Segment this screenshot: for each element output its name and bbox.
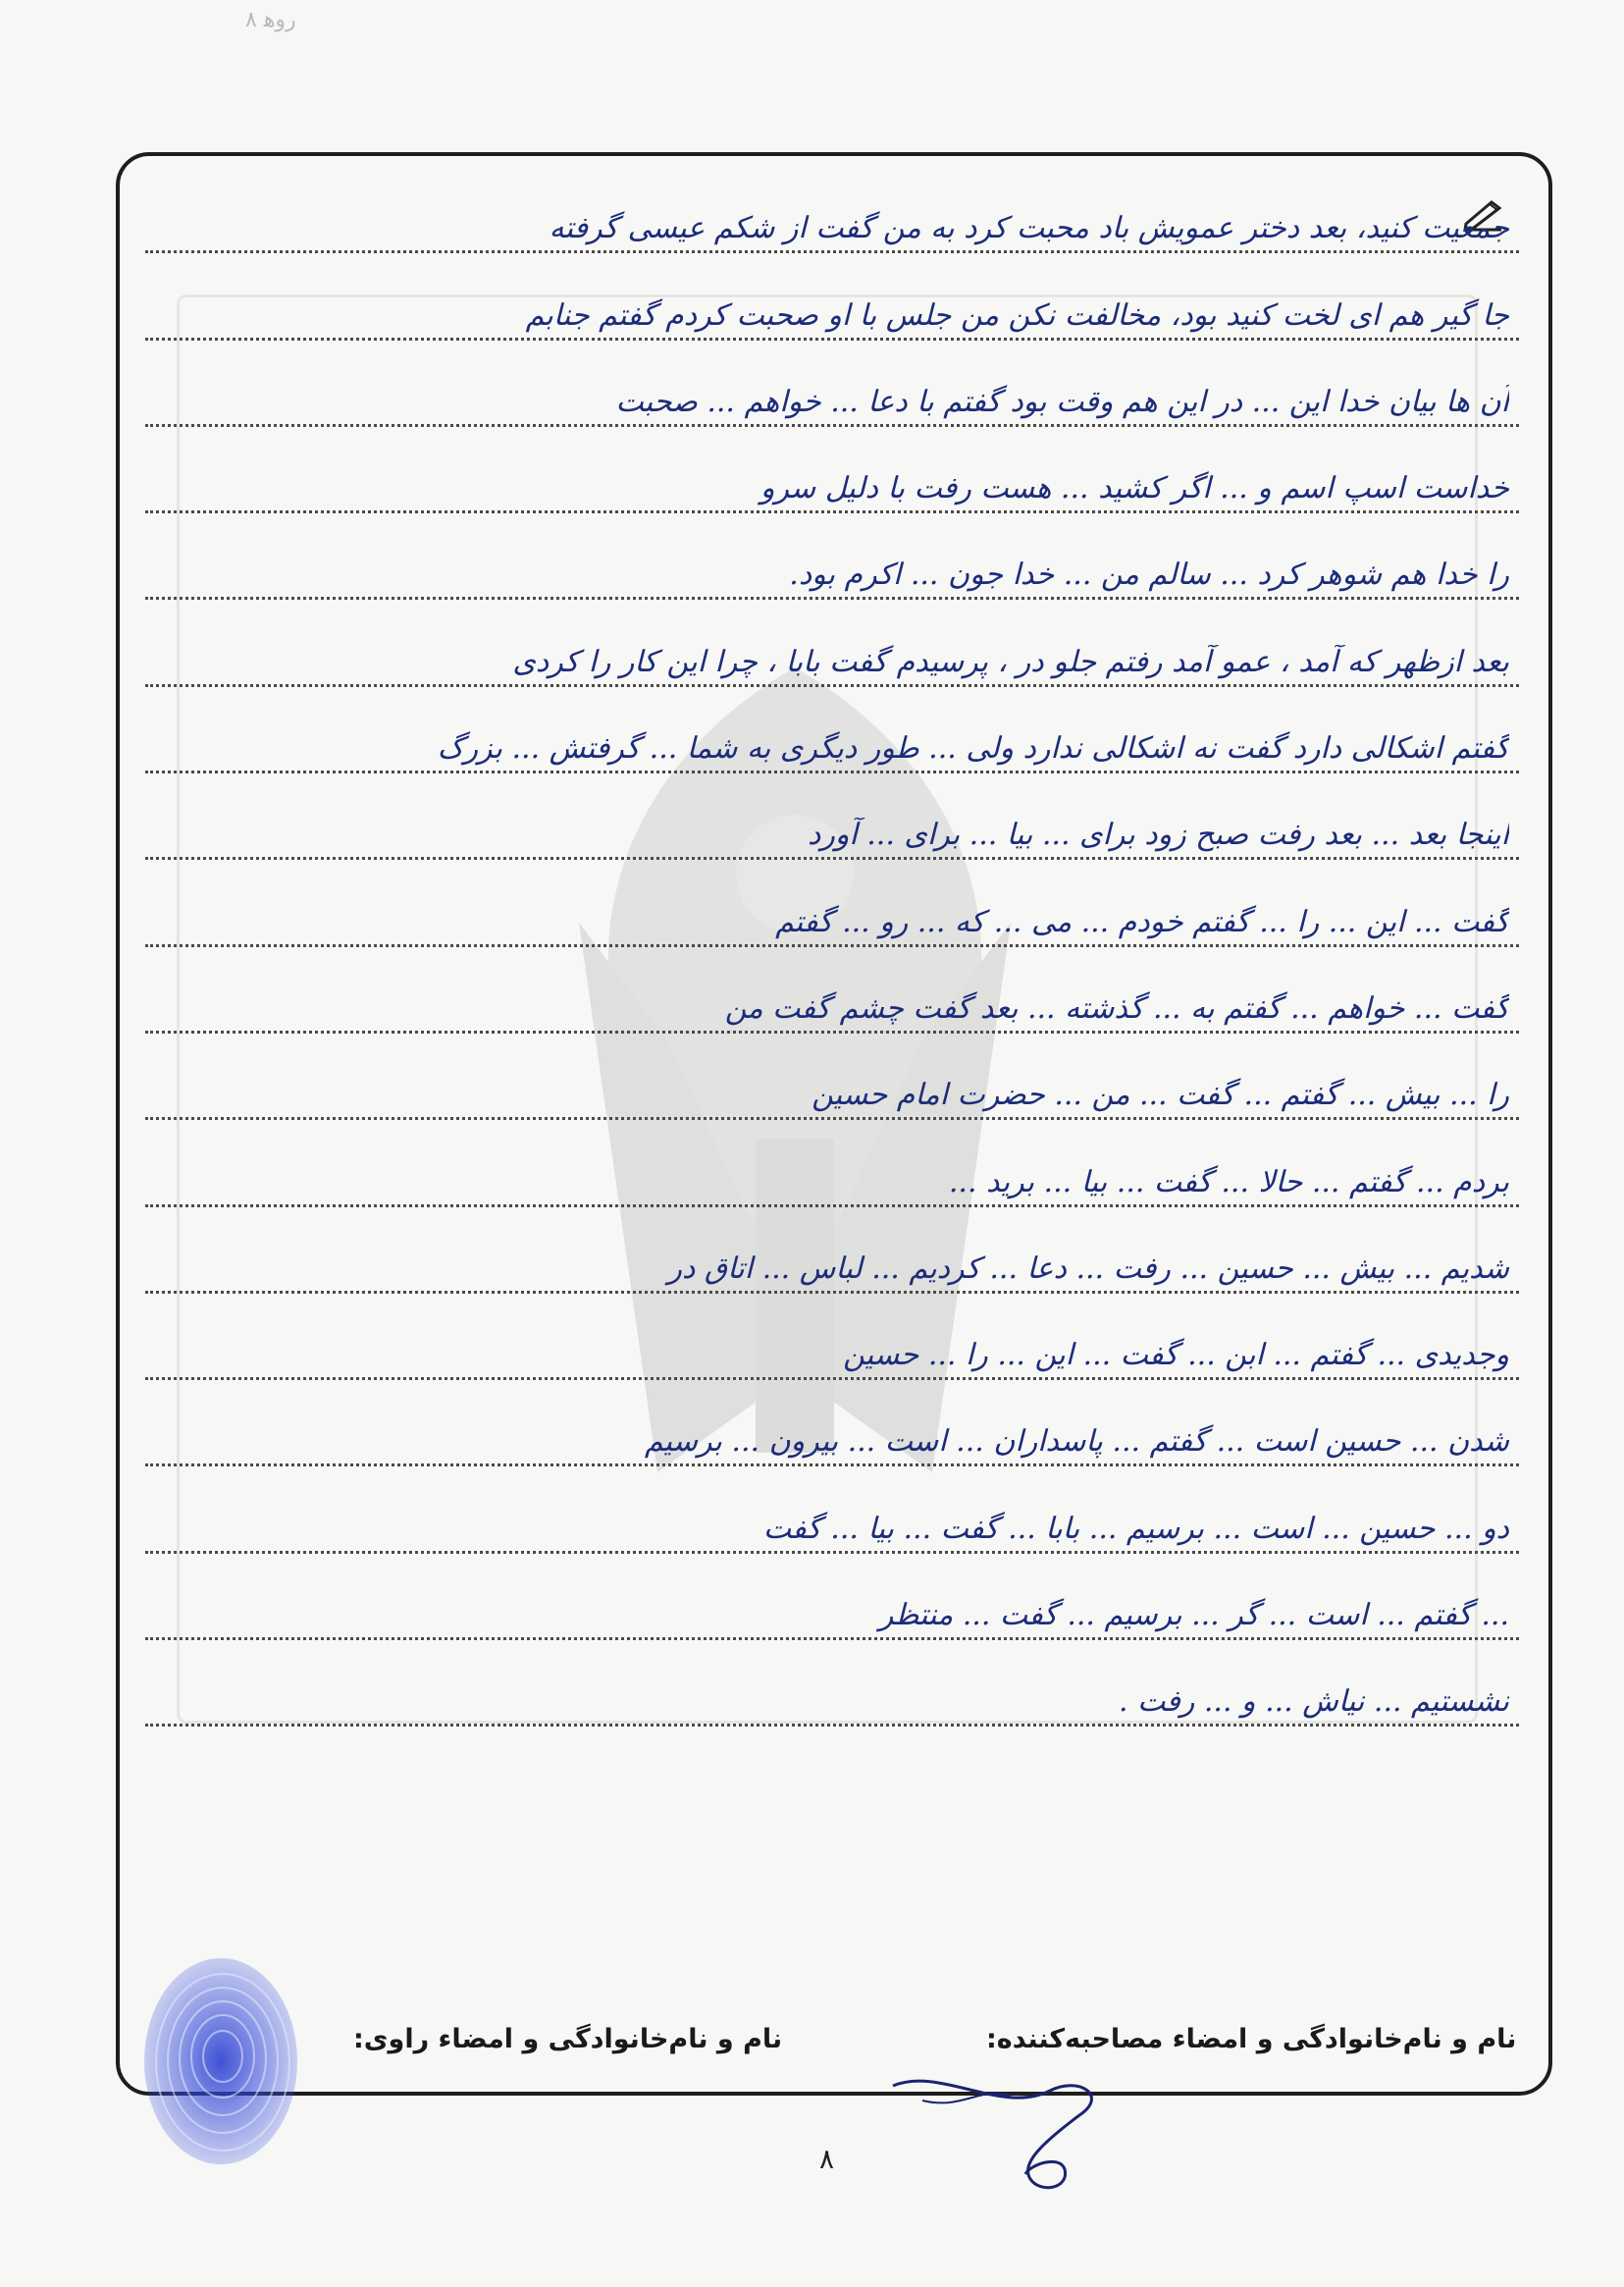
text-line [145, 870, 1519, 956]
dotted-rule [145, 338, 1519, 341]
handwritten-text: شدیم ... بیش ... حسین ... رفت ... دعا ... کردیم ... لباس ... اتاق در [667, 1250, 1509, 1286]
handwritten-text: بعد ازظهر که آمد ، عمو آمد رفتم جلو در ، پرسیدم گفت بابا ، چرا این کار را کردی [512, 644, 1509, 679]
dotted-rule [145, 684, 1519, 687]
text-line [145, 1130, 1519, 1216]
handwritten-text: شدن ... حسین است ... گفتم ... پاسداران ... است ... بیرون ... برسیم [644, 1424, 1509, 1460]
handwritten-text: گفت ... این ... را ... گفتم خودم ... می ... که ... رو ... گفتم [775, 904, 1509, 939]
dotted-rule [145, 1377, 1519, 1380]
dotted-rule [145, 857, 1519, 860]
text-line [145, 1390, 1519, 1476]
handwritten-text: نشستیم ... نیاش ... و ... رفت . [1119, 1684, 1509, 1720]
handwritten-text: گفتم اشکالی دارد گفت نه اشکالی ندارد ولی ... طور دیگری به شما ... گرفتش ... بزرگ [437, 731, 1509, 767]
handwritten-text: اینجا بعد ... بعد رفت صبح زود برای ... بیا ... برای ... آورد [808, 818, 1509, 853]
handwritten-text: گفت ... خواهم ... گفتم به ... گذشته ... بعد گفت چشم گفت من [724, 990, 1509, 1026]
text-line [145, 1043, 1519, 1130]
handwritten-text: وجدیدی ... گفتم ... ابن ... گفت ... این ... را ... حسین [843, 1338, 1509, 1373]
dotted-rule [145, 1551, 1519, 1554]
handwritten-text: دو ... حسین ... است ... برسیم ... بابا ... گفت ... بیا ... گفت [762, 1511, 1509, 1546]
text-line [145, 523, 1519, 610]
text-line [145, 437, 1519, 523]
text-line [145, 350, 1519, 437]
handwritten-text: آن ها بیان خدا این ... در این هم وقت بود گفتم با دعا ... خواهم ... صحبت [615, 384, 1509, 419]
handwritten-text: را خدا هم شوهر کرد ... سالم من ... خدا جون ... اکرم بود. [789, 558, 1509, 593]
handwritten-body [145, 177, 1519, 1736]
dotted-rule [145, 1463, 1519, 1466]
narrator-signature-label: نام و نام‌خانوادگی و امضاء راوی: [353, 2024, 783, 2054]
text-line [145, 263, 1519, 349]
dotted-rule [145, 250, 1519, 253]
text-line [145, 783, 1519, 870]
text-line [145, 1303, 1519, 1390]
dotted-rule [145, 1724, 1519, 1727]
dotted-rule [145, 944, 1519, 947]
text-line [145, 1217, 1519, 1303]
handwritten-text: ... گفتم ... است ... گر ... برسیم ... گفت ... منتظر [878, 1598, 1509, 1633]
page-number: ٨ [819, 2143, 835, 2175]
dotted-rule [145, 771, 1519, 773]
fingerprint [132, 1948, 309, 2184]
dotted-rule [145, 510, 1519, 513]
interviewer-signature-label: نام و نام‌خانوادگی و امضاء مصاحبه‌کننده: [986, 2024, 1517, 2054]
text-line [145, 1476, 1519, 1563]
dotted-rule [145, 1117, 1519, 1120]
handwritten-text: جا گیر هم ای لخت کنید بود، مخالفت نکن من جلس با او صحبت کردم گفتم جنابم [525, 297, 1509, 333]
text-line [145, 1650, 1519, 1736]
text-line [145, 177, 1519, 263]
handwritten-text: بردم ... گفتم ... حالا ... گفت ... بیا ... برید ... [948, 1164, 1509, 1199]
corner-mark: ﺭﻭﻫ ٨ [245, 8, 296, 32]
handwritten-text: جمعیت کنید، بعد دختر عمویش باد محبت کرد به من گفت از شکم عیسی گرفته [549, 211, 1509, 246]
dotted-rule [145, 597, 1519, 600]
dotted-rule [145, 1031, 1519, 1034]
handwritten-text: خداست اسپ اسم و ... اگر کشید ... هست رفت با دلیل سرو [760, 471, 1509, 506]
text-line [145, 957, 1519, 1043]
dotted-rule [145, 1637, 1519, 1640]
text-line [145, 1564, 1519, 1650]
dotted-rule [145, 1204, 1519, 1207]
handwritten-text: را ... بیش ... گفتم ... گفت ... من ... حضرت امام حسین [812, 1078, 1509, 1113]
dotted-rule [145, 424, 1519, 427]
signature [883, 2056, 1138, 2204]
text-line [145, 697, 1519, 783]
text-line [145, 610, 1519, 696]
dotted-rule [145, 1291, 1519, 1294]
